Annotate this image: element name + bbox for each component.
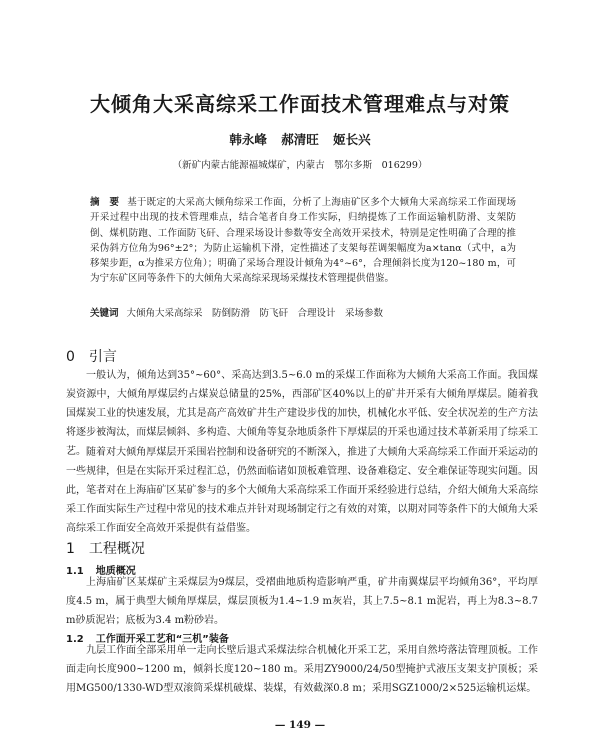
body-paragraph: 随着对大倾角厚煤层开采围岩控制和设备研究的不断深入，推进了大倾角大采高综采工作面开采运动的一些规律，但是在实际开采过程汇总，仍然面临诸如顶板难管理、设备难稳定、安全难保证等现实问题。因此，笔者对在上海庙矿区某矿参与的多个大倾角大采高综采工作面开采经验进行总结，介绍大倾角大采高综采工作面实际生产过程中常见的技术难点并针对现场制定行之有效的对策，以期对同等条件下的大倾角大采高综采工作面安全高效开采提供有益借鉴。: [66, 447, 538, 534]
section-heading: [66, 538, 145, 558]
body-paragraph: 九层工作面全部采用单一走向长壁后退式采煤法综合机械化开采工艺，采用自然垮落法管理顶板。工作面走向长度900~1200 m，倾斜长度120~180 m。采用ZY9000/24/50型掩护式液压支架支护顶板；采用MG500/1330-WD型双滚筒采煤机破煤、装煤，有效截深0.8 m；采用SGZ1000/2×525运输机运煤。: [66, 645, 538, 694]
page-number: — 149 —: [274, 719, 326, 731]
section-heading: [66, 346, 117, 366]
keywords-label: 关键词: [90, 308, 119, 319]
section-title: 工程概况: [88, 541, 145, 557]
keywords: [90, 306, 516, 321]
subsection-title: 工作面开采工艺和“三机”装备: [95, 634, 229, 645]
body-paragraph: 上海庙矿区某煤矿主采煤层为9煤层，受褶曲地质构造影响严重，矿井南翼煤层平均倾角36°，平均厚度4.5 m，属于典型大倾角厚煤层，煤层顶板为1.4~1.9 m灰岩，其上7.5~8.1 m泥岩，再上为8.3~8.7 m砂质泥岩；底板为3.4 m粉砂岩。: [66, 577, 538, 626]
body-paragraph: 一般认为，倾角达到35°~60°、采高达到3.5~6.0 m的采煤工作面称为大倾角大采高工作面。我国煤炭资源中，大倾角厚煤层约占煤炭总储量的25%，西部矿区40%以上的矿井开采有大倾角厚煤层。随着我国煤炭工业的快速发展，尤其是高产高效矿井生产建设步伐的加快，机械化水平低、安全状况差的生产方法将逐步被淘汰，而煤层倾斜、多构造、大倾角等复杂地质条件下厚煤层的开采也通过技术革新采用了综采工艺。: [66, 370, 538, 457]
paper-title: 大倾角大采高综采工作面技术管理难点与对策: [90, 92, 510, 116]
section-number: 1: [66, 541, 75, 557]
abstract-text: 基于既定的大采高大倾角综采工作面，分析了上海庙矿区多个大倾角大采高综采工作面现场开采过程中出现的技术管理难点，结合笔者自身工作实际，归纳提炼了工作面运输机防滑、支架防倒、煤机防跑、工作面防飞矸、合理采场设计参数等安全高效开采技术，特别是定性明确了合理的推采伪斜方位角为96°±2°；为防止运输机下滑，定性描述了支架每茬调架幅度为a×tanα（式中，a为移架步距，α为推采方位角）；明确了采场合理设计倾角为4°~6°，合理倾斜长度为120~180 m，可为宁东矿区同等条件下的大倾角大采高综采现场采煤技术管理提供借鉴。: [90, 197, 516, 285]
author-name: 郝清旺: [281, 132, 319, 147]
subsection-title: 地质概况: [95, 566, 136, 577]
author-list: [0, 130, 600, 148]
subsection-number: 1.1: [66, 566, 84, 577]
subsection-number: 1.2: [66, 634, 84, 645]
author-name: 姬长兴: [333, 132, 371, 147]
author-name: 韩永峰: [229, 132, 267, 147]
keywords-text: 大倾角大采高综采 防倒防滑 防飞矸 合理设计 采场参数: [126, 308, 384, 319]
abstract: [90, 195, 516, 287]
section-number: 0: [66, 349, 75, 365]
affiliation: （新矿内蒙古能源福城煤矿，内蒙古 鄂尔多斯 016299）: [172, 160, 428, 171]
abstract-label: 摘 要: [90, 197, 120, 208]
section-title: 引言: [88, 349, 117, 365]
